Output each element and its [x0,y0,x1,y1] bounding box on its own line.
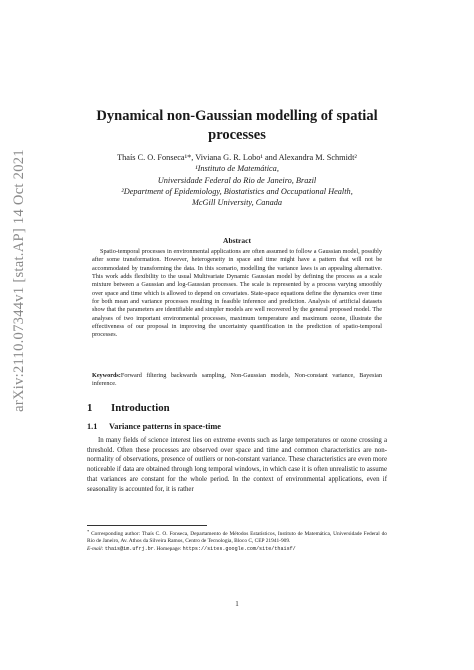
title-line-1: Dynamical non-Gaussian modelling of spatial [96,108,378,124]
homepage-label: . Homepage: [153,545,183,552]
subsection-number: 1.1 [87,422,98,431]
homepage-link[interactable]: https://sites.google.com/site/thaisf/ [182,545,296,552]
affiliation-1-line-2: Universidade Federal do Rio de Janeiro, Brazil [157,175,317,185]
affiliation-1-line-1: ¹Instituto de Matemática, [195,164,279,174]
arxiv-side-stamp [4,100,34,460]
affiliation-2-line-1: ²Department of Epidemiology, Biostatistics and Occupational Health, [121,186,353,196]
subsection-title: Variance patterns in space-time [109,422,221,431]
affiliation-2-line-2: McGill University, Canada [191,198,283,208]
arxiv-identifier[interactable]: arXiv:2110.07344v1 [stat.AP] 14 Oct 2021 [10,148,27,412]
intro-paragraph: In many fields of science interest lies on extreme events such as large temperatures or ozone crossing a threshold. Often these processes are observed over space and time and common characteristics are non-normality of observations, presence of outliers or non-constant variance. These characteristics are even more noticeable if data are obtained through long temporal windows, in which case it is often unrealistic to assume that variances are constant for the whole period. In the context of environmental applications, even if seasonality is accounted for, it is rather [87,437,387,493]
author-names: Thaís C. O. Fonseca¹*, Viviana G. R. Lobo¹ and Alexandra M. Schmidt² [117,153,357,162]
abstract-text: Spatio-temporal processes in environmental applications are often assumed to follow a Gaussian model, possibly after some transformation. However, heterogeneity in space and time might have a pattern that will not be accommodated by transforming the data. In this scenario, modelling the variance laws is an appealing alternative. This work adds flexibility to the usual Multivariate Dynamic Gaussian model by defining the process as a scale mixture between a Gaussian and log-Gaussian processes. The scale is represented by a process varying smoothly over space and time which is allowed to depend on covariates. State-space equations define the dynamics over time for both mean and variance processes resulting in feasible inference and prediction. Analysis of artificial datasets show that the parameters are identifiable and simpler models are well recovered by the general proposed model. The analyses of two important environmental processes, maximum temperature and maximum ozone, illustrate the effectiveness of our proposal in improving the uncertainty quantification in the prediction of spatio-temporal processes. [92,248,382,339]
footnote-rule [87,525,207,526]
page-number: 1 [235,600,239,608]
footnote [87,528,387,553]
section-number: 1 [87,402,93,414]
paper-title [60,107,414,145]
email-label: E-mail: [87,545,105,552]
footnote-marker: * [87,529,90,534]
author-block [60,152,414,208]
abstract-heading: Abstract [223,236,251,245]
footnote-text: Corresponding author: Thaís C. O. Fonseca, Departamento de Métodos Estatísticos, Instituto de Matemática, Universidade Federal do Rio de Janeiro, Av. Athos da Silveira Ramos, Centro de Tecnologia, Bloco C, CEP 21941-909. [87,531,387,545]
section-title: Introduction [111,402,170,414]
title-line-2: processes [208,127,266,143]
footnote-contact [87,546,387,553]
email-address[interactable]: thais@im.ufrj.br [104,545,154,552]
keywords-list: Forward filtering backwards sampling, Non-Gaussian models, Non-constant variance, Bayesian inference. [92,372,382,388]
keywords [92,372,382,389]
keywords-label: Keywords: [92,372,121,379]
section-heading [87,402,170,414]
subsection-heading [87,422,221,431]
